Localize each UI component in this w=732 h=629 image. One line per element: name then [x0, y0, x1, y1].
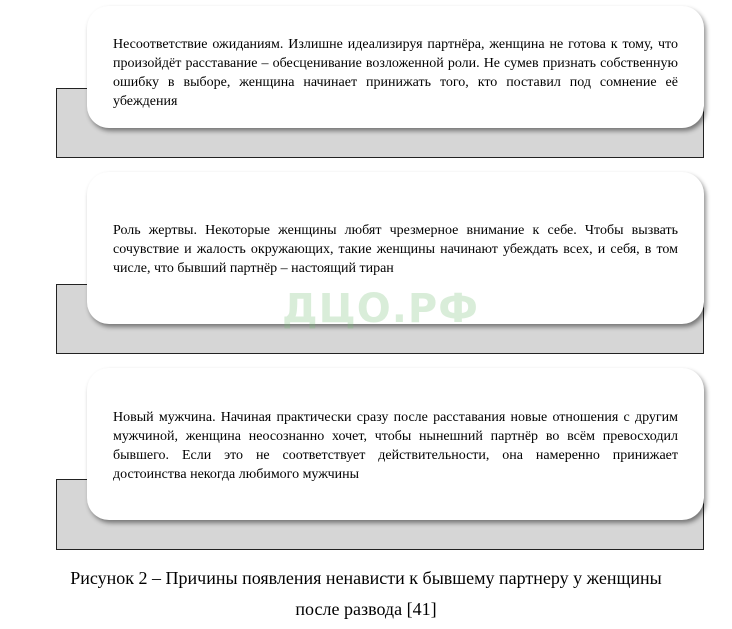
block-3-card — [87, 368, 704, 520]
block-2-text: Роль жертвы. Некоторые женщины любят чрезмерное внимание к себе. Чтобы вызвать сочувствие и жалость окружающих, такие женщины начинают убеждать всех, и себя, в том числе, что бывший партнёр – настоящий тиран — [113, 223, 678, 276]
figure-caption-line-1: Рисунок 2 – Причины появления ненависти к бывшему партнеру у женщины — [70, 568, 662, 588]
block-1-text: Несоответствие ожиданиям. Излишне идеализируя партнёра, женщина не готова к тому, что произойдёт расставание – обесценивание возложенной роли. Не сумев признать собственную ошибку в выборе, женщина начинает принижать того, кто поставил под сомнение её убеждения — [113, 37, 678, 109]
block-1-card — [87, 6, 704, 128]
watermark: ДЦО.РФ — [282, 286, 479, 332]
block-3-text: Новый мужчина. Начиная практически сразу после расставания новые отношения с другим мужчиной, женщина неосознанно хочет, чтобы нынешний партнёр во всём превосходил бывшего. Если это не соответствует действительности, она намеренно принижает достоинства некогда любимого мужчины — [113, 410, 678, 482]
figure-caption-line-2: после развода [41] — [295, 599, 437, 619]
